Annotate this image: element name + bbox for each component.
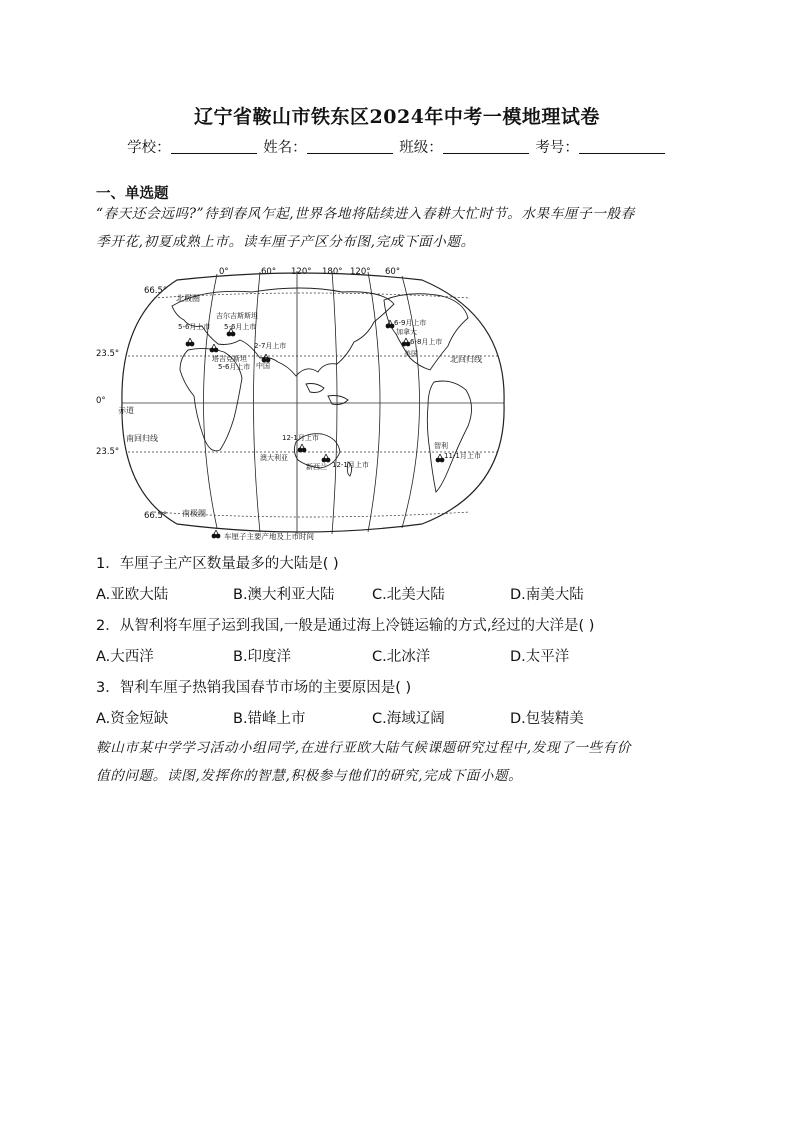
q2-option-d[interactable]: D.太平洋 <box>510 649 570 665</box>
q1-option-a[interactable]: A.亚欧大陆 <box>96 587 169 603</box>
arctic-circle-label: 北极圈 <box>176 294 200 303</box>
lat-label: 23.5° <box>96 447 120 457</box>
place-tajik: 塔吉克斯坦 <box>212 355 247 363</box>
q3-option-b[interactable]: B.错峰上市 <box>233 711 306 727</box>
lon-label: 60° <box>385 267 401 277</box>
q2-option-b[interactable]: B.印度洋 <box>233 649 292 665</box>
number-label: 考号： <box>535 140 579 156</box>
cherry-marker-newzealand <box>322 454 331 462</box>
lon-label: 180° <box>322 267 343 277</box>
lon-label: 120° <box>291 267 312 277</box>
intro-2-line-2: 值的问题。读图,发挥你的智慧,积极参与他们的研究,完成下面小题。 <box>96 768 523 784</box>
place-kyrgyz: 吉尔吉斯斯坦 <box>216 312 258 320</box>
place-newzealand-time: 12-1月上市 <box>332 461 369 469</box>
name-label: 姓名： <box>263 140 307 156</box>
question-3: 3．智利车厘子热销我国春节市场的主要原因是( ) <box>96 680 412 696</box>
number-blank[interactable] <box>579 139 665 154</box>
place-china: 中国 <box>256 362 270 370</box>
section-heading: 一、单选题 <box>96 186 169 202</box>
school-label: 学校： <box>127 140 171 156</box>
class-label: 班级： <box>399 140 443 156</box>
q3-option-c[interactable]: C.海域辽阔 <box>372 711 445 727</box>
map-legend <box>212 530 314 541</box>
q2-option-c[interactable]: C.北冰洋 <box>372 649 431 665</box>
lat-label: 66.5° <box>144 286 168 296</box>
place-chile-time: 11-1月上市 <box>444 452 481 460</box>
cherry-marker-australia <box>298 444 307 452</box>
lat-label: 0° <box>96 396 106 406</box>
page-title: 辽宁省鞍山市铁东区2024年中考一模地理试卷 <box>194 106 600 128</box>
question-1: 1．车厘子主产区数量最多的大陆是( ) <box>96 556 339 572</box>
intro-paragraph-1 <box>96 200 700 256</box>
place-usa-time: 6-8月上市 <box>410 338 443 346</box>
map-outline <box>122 273 504 532</box>
q1-option-d[interactable]: D.南美大陆 <box>510 587 584 603</box>
lon-label: 120° <box>350 267 371 277</box>
place-australia-time: 12-1月上市 <box>282 434 319 442</box>
equator-label: 赤道 <box>118 406 134 415</box>
cherry-marker-turkey <box>186 338 195 346</box>
place-china-time: 2-7月上市 <box>254 342 287 350</box>
legend-label: 车厘子主要产地及上市时间 <box>224 532 314 541</box>
q3-option-d[interactable]: D.包装精美 <box>510 711 584 727</box>
intro-2-line-1: 鞍山市某中学学习活动小组同学,在进行亚欧大陆气候课题研究过程中,发现了一些有价 <box>96 740 632 756</box>
name-blank[interactable] <box>307 139 393 154</box>
intro-1-line-1: “春天还会远吗?”待到春风乍起,世界各地将陆续进入春耕大忙时节。水果车厘子一般春 <box>96 206 635 222</box>
antarctic-circle-label: 南极圈 <box>182 509 206 518</box>
q2-option-a[interactable]: A.大西洋 <box>96 649 154 665</box>
tropic-cancer-label: 北回归线 <box>450 355 482 364</box>
intro-1-line-2: 季开花,初夏成熟上市。读车厘子产区分布图,完成下面小题。 <box>96 234 475 250</box>
place-canada-time: 6-9月上市 <box>394 319 427 327</box>
place-turkey-time: 5-6月上市 <box>178 323 211 331</box>
lat-label: 66.5° <box>144 511 168 521</box>
student-info-line <box>0 136 794 157</box>
place-canada: 加拿大 <box>396 328 417 336</box>
place-kyrgyz-time: 5-6月上市 <box>224 323 257 331</box>
intro-paragraph-2 <box>96 734 700 790</box>
place-newzealand: 新西兰 <box>306 463 327 471</box>
lon-label: 60° <box>261 267 277 277</box>
lon-label: 0° <box>219 267 229 277</box>
question-2: 2．从智利将车厘子运到我国,一般是通过海上冷链运输的方式,经过的大洋是( ) <box>96 618 595 634</box>
tropic-capricorn-label: 南回归线 <box>126 434 158 443</box>
q1-option-c[interactable]: C.北美大陆 <box>372 587 445 603</box>
place-usa: 美国 <box>404 350 418 358</box>
place-australia: 澳大利亚 <box>260 454 288 462</box>
place-tajik-time: 5-6月上市 <box>218 363 251 371</box>
lat-label: 23.5° <box>96 349 120 359</box>
q1-option-b[interactable]: B.澳大利亚大陆 <box>233 587 335 603</box>
school-blank[interactable] <box>171 139 257 154</box>
class-blank[interactable] <box>443 139 529 154</box>
cherry-marker-tajik <box>210 344 219 352</box>
cherry-region-map <box>92 266 512 544</box>
q3-option-a[interactable]: A.资金短缺 <box>96 711 169 727</box>
place-chile: 智利 <box>434 442 448 450</box>
